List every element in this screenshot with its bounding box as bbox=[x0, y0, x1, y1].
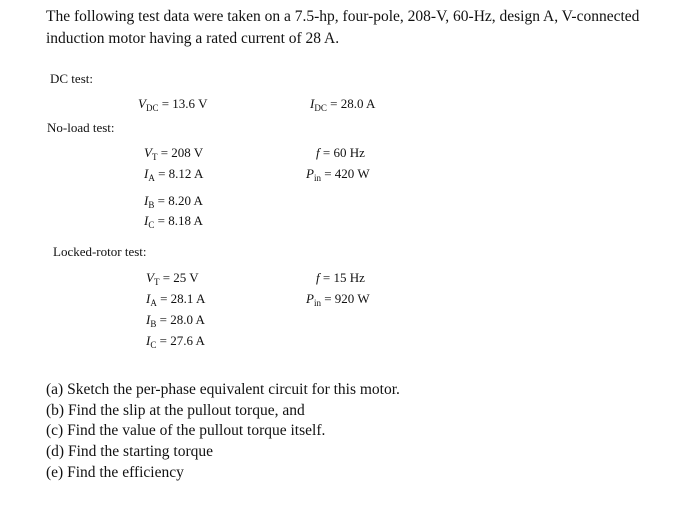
dc-voltage: $V_{DC} = 13.6$ V bbox=[138, 96, 208, 113]
problem-statement-line-1: The following test data were taken on a 7.5-hp, four-pole, 208-V, 60-Hz, design A, V-connected bbox=[46, 8, 640, 25]
no-load-test-label: No-load test: bbox=[47, 120, 115, 135]
locked-rotor-frequency: f = 15 Hz bbox=[316, 270, 365, 285]
question-item: (d) Find the starting torque bbox=[46, 443, 214, 461]
no-load-frequency: f = 60 Hz bbox=[316, 145, 365, 160]
question-list bbox=[46, 380, 400, 484]
no-load-current-b: $I_B = 8.20$ A bbox=[144, 193, 203, 210]
no-load-current-c: $I_C = 8.18$ A bbox=[144, 213, 203, 230]
dc-test-label: DC test: bbox=[50, 71, 93, 86]
no-load-input-power: $P_{in} = 420$ W bbox=[306, 166, 370, 183]
locked-rotor-current-a: $I_A = 28.1$ A bbox=[146, 291, 206, 308]
question-item: (a) Sketch the per-phase equivalent circuit for this motor. bbox=[46, 381, 400, 398]
locked-rotor-voltage: $V_T = 25$ V bbox=[146, 270, 199, 287]
question-item: (e) Find the efficiency bbox=[46, 463, 184, 481]
dc-current: $I_{DC} = 28.0$ A bbox=[310, 96, 376, 113]
locked-rotor-current-b: $I_B = 28.0$ A bbox=[146, 312, 205, 329]
question-item: (c) Find the value of the pullout torque itself. bbox=[46, 422, 326, 440]
problem-statement bbox=[46, 6, 639, 50]
locked-rotor-test-label: Locked-rotor test: bbox=[53, 244, 147, 259]
problem-statement-line-2: induction motor having a rated current of 28 A. bbox=[46, 30, 340, 47]
no-load-voltage: $V_T = 208$ V bbox=[144, 145, 204, 162]
locked-rotor-input-power: $P_{in} = 920$ W bbox=[306, 291, 370, 308]
question-item: (b) Find the slip at the pullout torque, and bbox=[46, 401, 305, 419]
no-load-current-a: $I_A = 8.12$ A bbox=[144, 166, 204, 183]
locked-rotor-current-c: $I_C = 27.6$ A bbox=[146, 333, 205, 350]
